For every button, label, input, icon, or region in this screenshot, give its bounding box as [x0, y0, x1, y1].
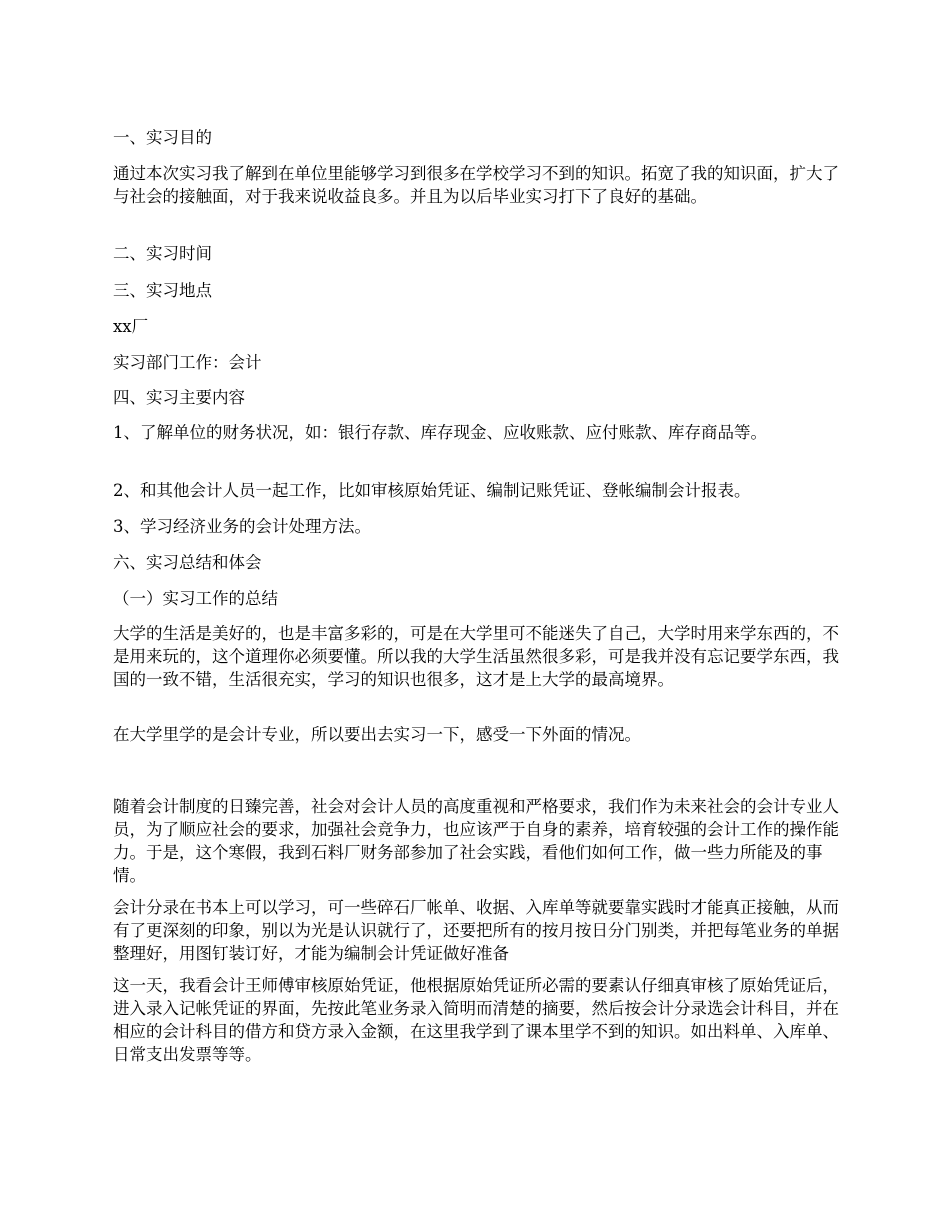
paragraph-university-life: 大学的生活是美好的，也是丰富多彩的，可是在大学里可不能迷失了自己，大学时用来学东西的，不是用来玩的，这个道理你必须要懂。所以我的大学生活虽然很多彩，可是我并没有忘记要学东西，我国的一致不错，生活很充实，学习的知识也很多，这才是上大学的最高境界。 [113, 624, 839, 689]
content-item-1: 1、了解单位的财务状况，如：银行存款、库存现金、应收账款、应付账款、库存商品等。 [113, 423, 767, 442]
paragraph-purpose: 通过本次实习我了解到在单位里能够学习到很多在学校学习不到的知识。拓宽了我的知识面，扩大了与社会的接触面，对于我来说收益良多。并且为以后毕业实习打下了良好的基础。 [113, 164, 839, 206]
department-line: 实习部门工作：会计 [113, 353, 262, 372]
heading-time: 二、实习时间 [113, 244, 212, 263]
content-item-3: 3、学习经济业务的会计处理方法。 [113, 517, 371, 536]
heading-location: 三、实习地点 [113, 281, 212, 300]
content-item-2: 2、和其他会计人员一起工作，比如审核原始凭证、编制记账凭证、登帐编制会计报表。 [113, 481, 751, 500]
paragraph-major: 在大学里学的是会计专业，所以要出去实习一下，感受一下外面的情况。 [113, 725, 641, 744]
heading-purpose: 一、实习目的 [113, 128, 212, 147]
location-name: xx厂 [113, 317, 149, 336]
paragraph-journal-entries: 会计分录在书本上可以学习，可一些碎石厂帐单、收据、入库单等就要靠实践时才能真正接触，从而有了更深刻的印象，别以为光是认识就行了，还要把所有的按月按日分门别类，并把每笔业务的单据整理好，用图钉装订好，才能为编制会计凭证做好准备 [113, 898, 839, 963]
heading-summary: 六、实习总结和体会 [113, 553, 262, 572]
paragraph-accounting-system: 随着会计制度的日臻完善，社会对会计人员的高度重视和严格要求，我们作为未来社会的会计专业人员，为了顺应社会的要求，加强社会竞争力，也应该严于自身的素养，培育较强的会计工作的操作能力。于是，这个寒假，我到石料厂财务部参加了社会实践，看他们如何工作，做一些力所能及的事情。 [113, 797, 839, 885]
heading-content: 四、实习主要内容 [113, 388, 245, 407]
subheading-work-summary: （一）实习工作的总结 [113, 589, 278, 608]
paragraph-voucher-review: 这一天，我看会计王师傅审核原始凭证，他根据原始凭证所必需的要素认仔细真审核了原始凭证后，进入录入记帐凭证的界面，先按此笔业务录入简明而清楚的摘要，然后按会计分录选会计科目，并在相应的会计科目的借方和贷方录入金额，在这里我学到了课本里学不到的知识。如出料单、入库单、日常支出发票等等。 [113, 976, 839, 1064]
